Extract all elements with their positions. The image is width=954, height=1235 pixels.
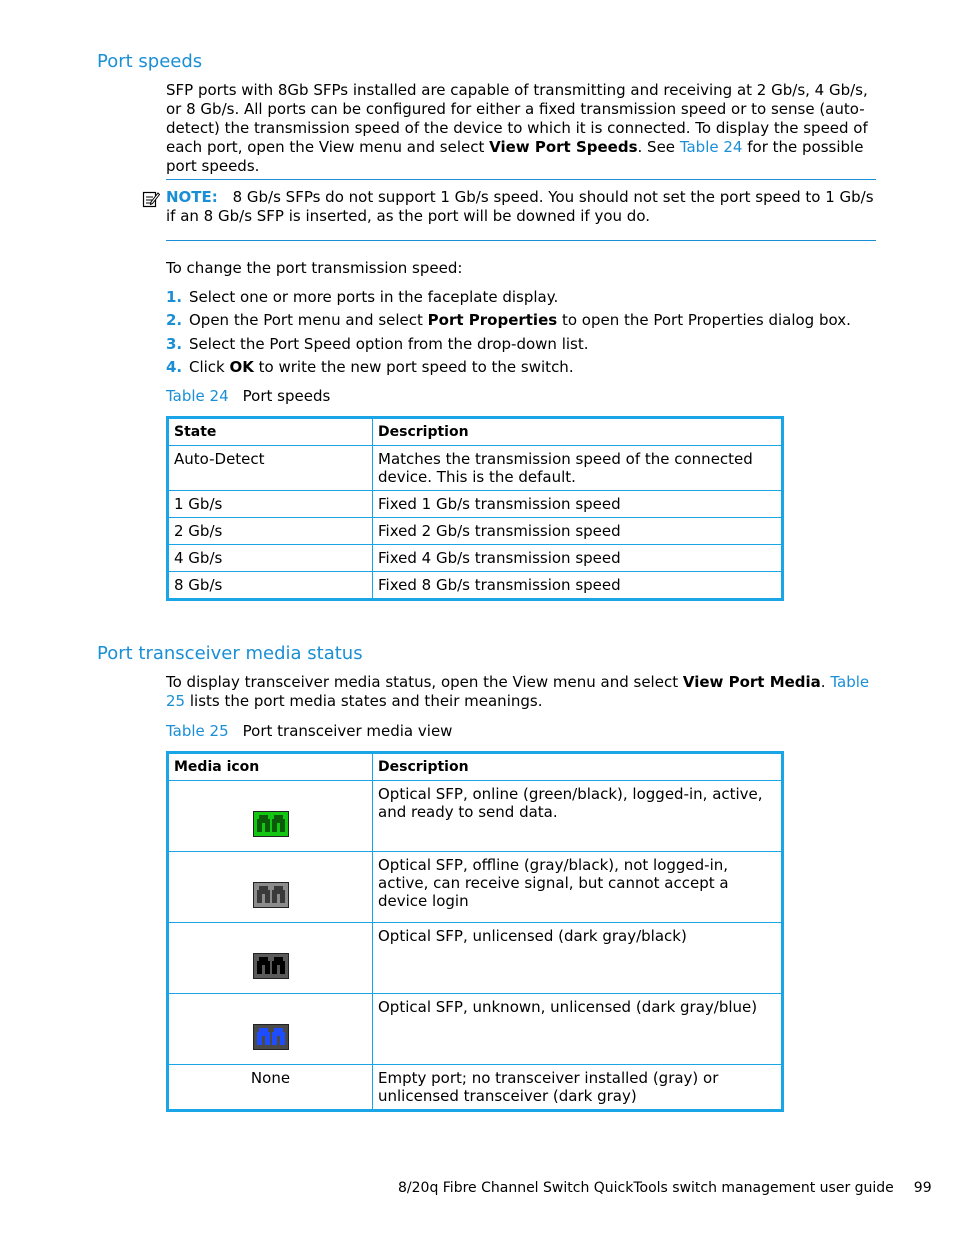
state-cell: 8 Gb/s [168, 572, 373, 600]
table25-label: Table 25 [166, 722, 229, 740]
table25-caption [166, 722, 452, 740]
note-icon [142, 190, 160, 208]
description-cell: Optical SFP, unlicensed (dark gray/black) [373, 923, 783, 994]
step-number: 3. [166, 334, 183, 353]
table24-caption [166, 387, 330, 405]
table-header-row [168, 418, 783, 446]
media-icon-cell [168, 994, 373, 1065]
page-number: 99 [913, 1180, 932, 1196]
note-bottom-rule [166, 240, 876, 241]
sfp-gray-icon [253, 882, 289, 908]
step-number: 2. [166, 311, 183, 330]
note-block [166, 188, 878, 226]
table-row [168, 1065, 783, 1111]
step-text [189, 311, 851, 334]
text-run: Select one or more ports in the faceplate display. [189, 288, 559, 306]
column-header-description: Description [373, 418, 783, 446]
table-link[interactable]: Table 25 [166, 673, 870, 710]
step-number: 4. [166, 357, 183, 376]
section-heading-media-status: Port transceiver media status [97, 643, 363, 664]
table-row [168, 781, 783, 852]
procedure-step [166, 335, 851, 358]
table-row [168, 852, 783, 923]
media-view-table [166, 751, 784, 1112]
step-text [189, 288, 558, 311]
text-run: to write the new port speed to the switch. [253, 357, 574, 376]
text-run: Select the Port Speed option from the drop-down list. [189, 334, 589, 353]
state-cell: 4 Gb/s [168, 545, 373, 572]
description-cell: Fixed 2 Gb/s transmission speed [373, 518, 783, 545]
description-cell: Fixed 8 Gb/s transmission speed [373, 572, 783, 600]
menu-command: View Port Speeds [489, 138, 638, 156]
table-row [168, 518, 783, 545]
sfp-darkgray-icon [253, 953, 289, 979]
procedure-step [166, 311, 851, 334]
table24-label: Table 24 [166, 387, 229, 405]
text-run: Click [189, 357, 230, 376]
text-run: lists the port media states and their meanings. [185, 692, 543, 710]
description-cell: Empty port; no transceiver installed (gray) or unlicensed transceiver (dark gray) [373, 1065, 783, 1111]
footer-title: 8/20q Fibre Channel Switch QuickTools switch management user guide [398, 1180, 894, 1196]
table24-title: Port speeds [242, 387, 331, 405]
note-top-rule [166, 179, 876, 180]
state-cell: 2 Gb/s [168, 518, 373, 545]
procedure-intro: To change the port transmission speed: [166, 259, 463, 277]
port-speeds-table [166, 416, 784, 601]
text-run: To display transceiver media status, open the View menu and select [166, 673, 683, 691]
text-run: . See [637, 138, 680, 156]
table-row [168, 545, 783, 572]
state-cell: Auto-Detect [168, 446, 373, 491]
table-row [168, 994, 783, 1065]
step-text [189, 335, 589, 358]
description-cell: Optical SFP, online (green/black), logged-in, active, and ready to send data. [373, 781, 783, 852]
state-cell: 1 Gb/s [168, 491, 373, 518]
text-run: SFP ports with 8Gb SFPs installed are capable of transmitting and receiving at 2 Gb/s, 4 Gb/s, or 8 Gb/s. All ports can be configured for either a fixed transmission speed or to sense (auto-detect) the transmission speed of the device to which it is connected. To display the speed of each port, open the View menu and select [166, 81, 868, 156]
column-header-state: State [168, 418, 373, 446]
sfp-blue-icon [253, 1024, 289, 1050]
table-row [168, 572, 783, 600]
description-cell: Fixed 4 Gb/s transmission speed [373, 545, 783, 572]
media-icon-cell [168, 1065, 373, 1111]
menu-command: Port Properties [427, 311, 558, 330]
table-link[interactable]: Table 24 [679, 138, 743, 156]
text-run: to open the Port Properties dialog box. [557, 311, 851, 330]
step-number: 1. [166, 288, 183, 306]
table-row [168, 491, 783, 518]
menu-command: OK [229, 357, 254, 376]
media-icon-cell [168, 781, 373, 852]
section-heading-port-speeds: Port speeds [97, 51, 203, 72]
text-run: for the possible port speeds. [166, 138, 864, 175]
page-footer [398, 1180, 932, 1196]
media-icon-cell [168, 923, 373, 994]
media-none-label: None [250, 1069, 291, 1087]
table25-title: Port transceiver media view [242, 722, 453, 740]
note-label: NOTE: [166, 188, 218, 206]
table-row [168, 446, 783, 491]
procedure-step [166, 358, 851, 381]
step-text [189, 358, 574, 381]
table-row [168, 923, 783, 994]
column-header-media-icon: Media icon [168, 753, 373, 781]
description-cell: Optical SFP, unknown, unlicensed (dark gray/blue) [373, 994, 783, 1065]
sfp-green-icon [253, 811, 289, 837]
media-icon-cell [168, 852, 373, 923]
note-text: 8 Gb/s SFPs do not support 1 Gb/s speed. You should not set the port speed to 1 Gb/s if an 8 Gb/s SFP is inserted, as the port will be downed if you do. [166, 188, 874, 225]
description-cell: Optical SFP, offline (gray/black), not logged-in, active, can receive signal, but cannot accept a device login [373, 852, 783, 923]
media-status-paragraph [166, 673, 878, 711]
description-cell: Fixed 1 Gb/s transmission speed [373, 491, 783, 518]
procedure-steps [166, 288, 851, 381]
column-header-description: Description [373, 753, 783, 781]
text-run: Open the Port menu and select [189, 311, 428, 330]
menu-command: View Port Media [682, 673, 821, 691]
port-speeds-paragraph [166, 81, 878, 176]
procedure-step [166, 288, 851, 311]
table-header-row [168, 753, 783, 781]
description-cell: Matches the transmission speed of the connected device. This is the default. [373, 446, 783, 491]
text-run: . [820, 673, 831, 691]
